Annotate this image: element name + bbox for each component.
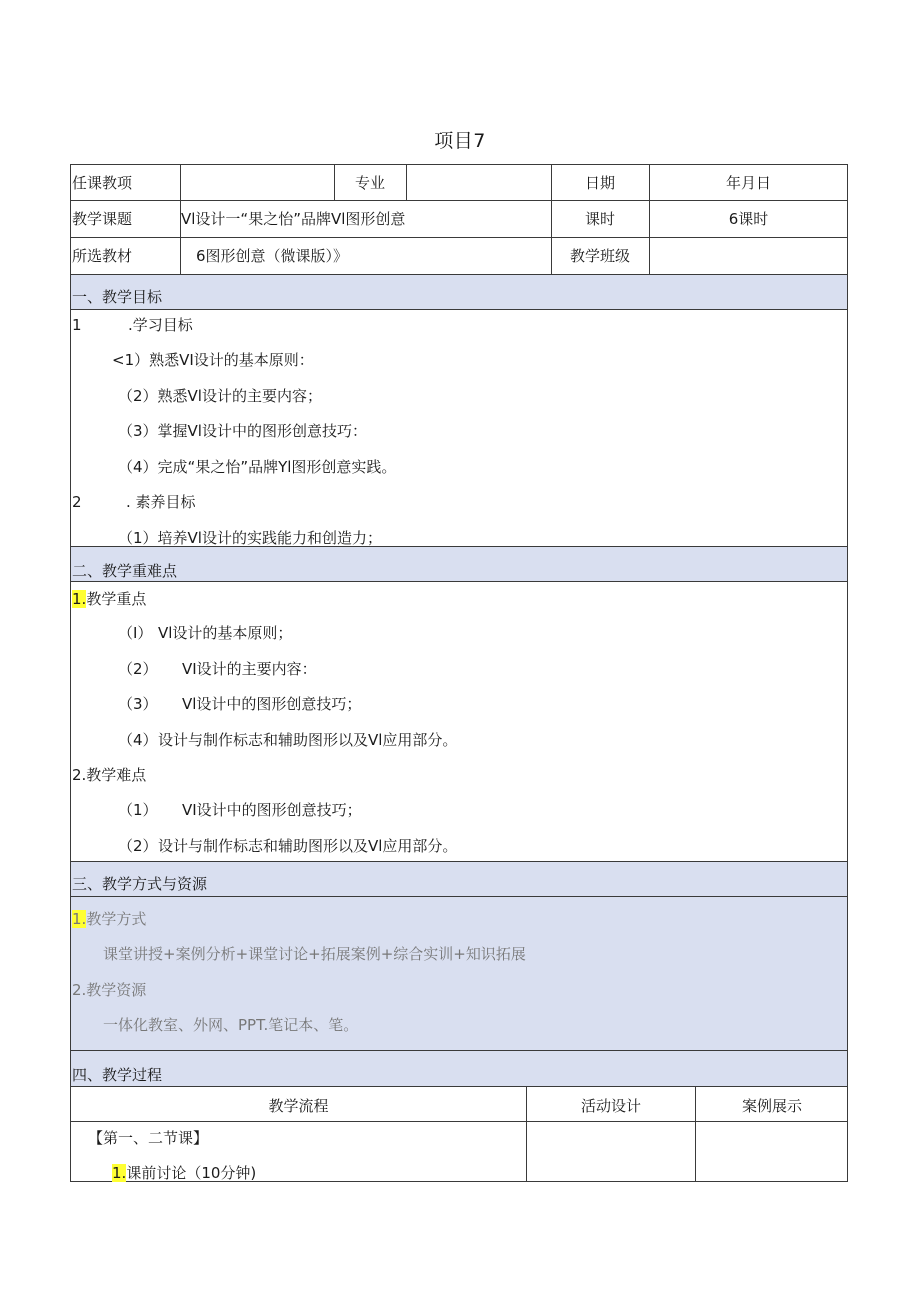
list-item: （3）掌握Vl设计中的图形创意技巧： [118, 422, 367, 440]
highlight-mark: 1. [72, 910, 87, 928]
list-item: Vl设计的基本原则； [158, 624, 293, 642]
list-item: <1）熟悉VI设计的基本原则： [112, 351, 314, 369]
list-item-number: （1） [118, 801, 158, 819]
cell-textbook-value: 6图形创意（微课版）》 [196, 247, 349, 265]
row-divider [70, 1086, 848, 1087]
section-title-goals: 一、教学目标 [72, 288, 163, 306]
list-item-number: （4） [118, 731, 158, 749]
list-item: （2）熟悉Vl设计的主要内容； [118, 387, 322, 405]
list-item: （4）完成“果之怡”品牌Yl图形创意实践。 [118, 458, 397, 476]
row-divider [70, 1050, 848, 1051]
subheading-number: 1 [72, 316, 82, 334]
cell-date-value: 年月日 [725, 173, 771, 192]
process-step: 1.课前讨论（10分钟) [112, 1164, 257, 1182]
list-item: 设计与制作标志和辅助图形以及Vl应用部分。 [158, 731, 458, 749]
list-item-number: （3） [118, 695, 158, 713]
subheading-focus: 1.教学重点 [72, 590, 147, 608]
list-item-number: （2） [118, 837, 158, 855]
list-item: VI设计的主要内容： [182, 660, 317, 678]
list-item-number: （2） [118, 660, 158, 678]
cell-topic-label: 教学课题 [72, 210, 133, 228]
column-header-cases: 案例展示 [741, 1096, 802, 1115]
list-item: （1）培养Vl设计的实践能力和创造力； [118, 529, 382, 547]
subheading-resources: 2.教学资源 [72, 981, 147, 999]
list-item: VI设计中的图形创意技巧； [182, 801, 362, 819]
section-title-keypoints: 二、教学重难点 [72, 562, 178, 580]
session-label: 【第一、二节课】 [88, 1129, 209, 1147]
highlight-mark: 1. [112, 1164, 127, 1182]
subheading-teaching-method: 1.教学方式 [72, 910, 147, 928]
cell-topic-value: Vl设计一“果之怡”品牌Vl图形创意 [181, 210, 406, 228]
row-divider [70, 309, 848, 310]
section-band-goals [71, 275, 847, 309]
section-band-keypoints [71, 547, 847, 581]
resources-text: 一体化教室、外网、PPT.笔记本、笔。 [103, 1016, 359, 1034]
subheading-learning-goals: .学习目标 [128, 316, 193, 334]
column-header-flow: 教学流程 [268, 1096, 329, 1115]
list-item: 设计与制作标志和辅助图形以及Vl应用部分。 [158, 837, 458, 855]
methods-text: 课堂讲授+案例分析+课堂讨论+拓展案例+综合实训+知识拓展 [103, 945, 526, 963]
cell-teacher-label: 任课教项 [72, 173, 133, 192]
subheading-literacy-goals: . 素养目标 [126, 493, 196, 511]
row-divider [70, 274, 848, 275]
section-band-process [71, 1051, 847, 1086]
row-divider [70, 861, 848, 862]
cell-class-value [649, 237, 848, 274]
page-title: 项目7 [434, 130, 486, 152]
cell-textbook-label: 所选教材 [72, 247, 133, 265]
subheading-difficulty: 2.教学难点 [72, 766, 147, 784]
cell-major-label: 专业 [354, 173, 385, 192]
cell-hours-value: 6课时 [728, 210, 769, 228]
cell-major-value [408, 164, 550, 200]
section-title-methods: 三、教学方式与资源 [72, 875, 208, 893]
column-header-activity: 活动设计 [580, 1096, 641, 1115]
highlight-mark: 1. [72, 590, 87, 608]
row-divider [70, 581, 848, 582]
cell-date-label: 日期 [584, 173, 615, 192]
row-divider [70, 896, 848, 897]
cell-hours-label: 课时 [584, 210, 615, 228]
cell-class-label: 教学班级 [569, 247, 630, 265]
section-title-process: 四、教学过程 [72, 1066, 163, 1084]
list-item-number: （I） [118, 624, 153, 642]
subheading-number: 2 [72, 493, 82, 511]
col-divider [406, 164, 407, 200]
list-item: Vl设计中的图形创意技巧； [182, 695, 362, 713]
cell-teacher-value [182, 164, 332, 200]
